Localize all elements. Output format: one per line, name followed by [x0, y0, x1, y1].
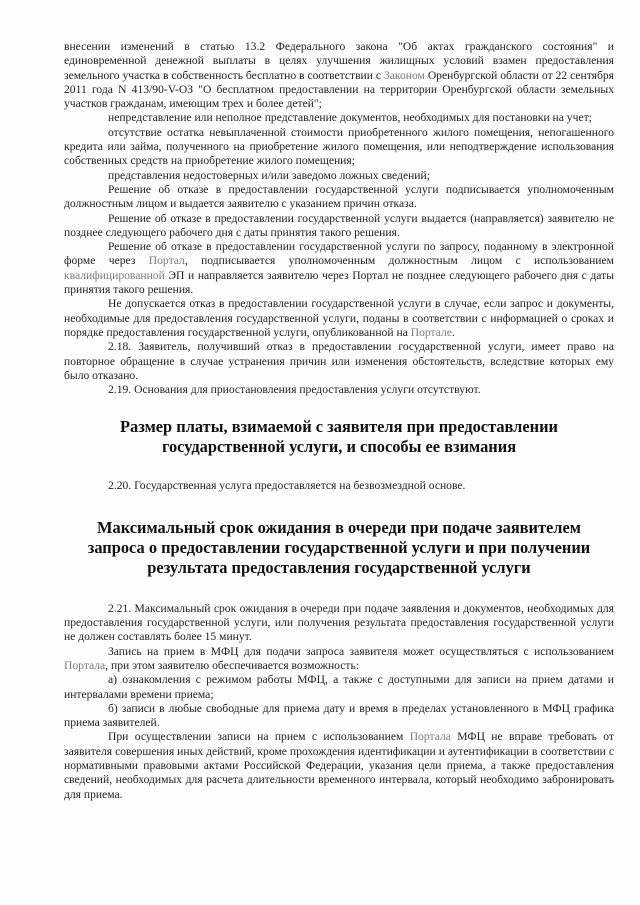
- paragraph-mfc-requirements: [64, 730, 614, 801]
- paragraph-text: МФЦ не вправе требовать от заявителя совершения иных действий, кроме прохождения идентификации и аутентификации в соответствии с нормативными правовыми актами Российской Федерации, указания цели приема, а также предоставления сведений, необходимых для расчета длительности временного интервала, который необходимо забронировать для приема.: [64, 730, 614, 801]
- portal-link[interactable]: Портал: [148, 254, 185, 268]
- paragraph-mfc-booking: [64, 645, 614, 674]
- qualified-signature-link[interactable]: квалифицированной: [64, 268, 165, 282]
- paragraph-text: Запись на прием в МФЦ для подачи запроса заявителя может осуществляться с использованием: [108, 644, 614, 658]
- section-heading-queue-time: Максимальный срок ожидания в очереди при подаче заявителем запроса о предоставлении государственной услуги и при получении результата предоставления государственной услуги: [87, 517, 591, 577]
- paragraph-electronic-refusal: [64, 240, 614, 297]
- list-item-b: б) записи в любые свободные для приема дату и время в пределах установленного в МФЦ графика приема заявителей.: [64, 701, 614, 730]
- portal-link[interactable]: Портала: [64, 658, 106, 672]
- portal-link[interactable]: Портале: [410, 325, 452, 339]
- paragraph-2-18: 2.18. Заявитель, получивший отказ в предоставлении государственной услуги, имеет право на повторное обращение в случае устранения причин или изменения обстоятельств, вследствие которых ему было отказано.: [64, 340, 614, 382]
- law-link[interactable]: Законом: [383, 68, 425, 82]
- paragraph-text: Решение об отказе в предоставлении государственной услуги по запросу, поданному в электронной форме через: [64, 240, 614, 268]
- paragraph-text: При осуществлении записи на прием с использованием: [108, 730, 410, 744]
- section-heading-fee: Размер платы, взимаемой с заявителя при предоставлении государственной услуги, и способы ее взимания: [120, 417, 558, 457]
- list-item-a: а) ознакомления с режимом работы МФЦ, а также с доступными для записи на прием датами и интервалами времени приема;: [64, 673, 614, 701]
- paragraph-text: .: [451, 325, 455, 339]
- paragraph-refusal-signed: Решение об отказе в предоставлении государственной услуги подписывается уполномоченным должностным лицом и выдается заявителю с указанием причин отказа.: [64, 182, 614, 211]
- paragraph-text: Оренбургской области от 22 сентября 2011 года N 413/90-V-ОЗ "О бесплатном предоставлении на территории Оренбургской области земельных участков гражданам, имеющим трех и более детей";: [64, 68, 614, 111]
- paragraph-text: ЭП и направляется заявителю через Портал не позднее следующего рабочего дня с даты принятия такого решения.: [64, 268, 614, 297]
- paragraph-refusal-issued: Решение об отказе в предоставлении государственной услуги выдается (направляется) заявителю не позднее следующего рабочего дня с даты принятия такого решения.: [64, 211, 614, 239]
- paragraph-text: , при этом заявителю обеспечивается возможность:: [105, 658, 359, 672]
- paragraph-text: внесении изменений в статью 13.2 Федерального закона "Об актах гражданского состояния" и единовременной денежной выплаты в целях улучшения жилищных условий взамен предоставления земельного участка в собственность бесплатно в соответствии с: [64, 40, 614, 82]
- paragraph-text: Не допускается отказ в предоставлении государственной услуги в случае, если запрос и документы, необходимые для предоставления государственной услуги, поданы в соответствии с информацией о сроках и порядке предоставления государственной услуги, опубликованной на: [64, 297, 614, 339]
- paragraph-refusal-not-allowed: [64, 297, 614, 340]
- paragraph-incomplete-docs: непредставление или неполное представление документов, необходимых для постановки на учет;: [108, 111, 592, 125]
- paragraph-false-info: представления недостоверных и/или заведомо ложных сведений;: [108, 168, 430, 182]
- paragraph-2-21: 2.21. Максимальный срок ожидания в очереди при подаче заявления и документов, необходимых для предоставления государственной услуги, или получения результата предоставления государственной услуги не должен составлять более 15 минут.: [64, 601, 614, 644]
- paragraph-2-20: 2.20. Государственная услуга предоставляется на безвозмездной основе.: [108, 479, 466, 493]
- portal-link[interactable]: Портала: [409, 730, 451, 744]
- paragraph-unpaid-balance: отсутствие остатка невыплаченной стоимости приобретенного жилого помещения, непогашенного кредита или займа, полученного на приобретение жилого помещения, или неподтверждение использования собственных средств на приобретение жилого помещения;: [64, 125, 614, 168]
- paragraph-text: , подписывается уполномоченным должностным лицом с использованием: [184, 254, 614, 268]
- paragraph-2-19: 2.19. Основания для приостановления предоставления услуги отсутствуют.: [108, 383, 481, 397]
- paragraph-article-13-2: [64, 40, 614, 111]
